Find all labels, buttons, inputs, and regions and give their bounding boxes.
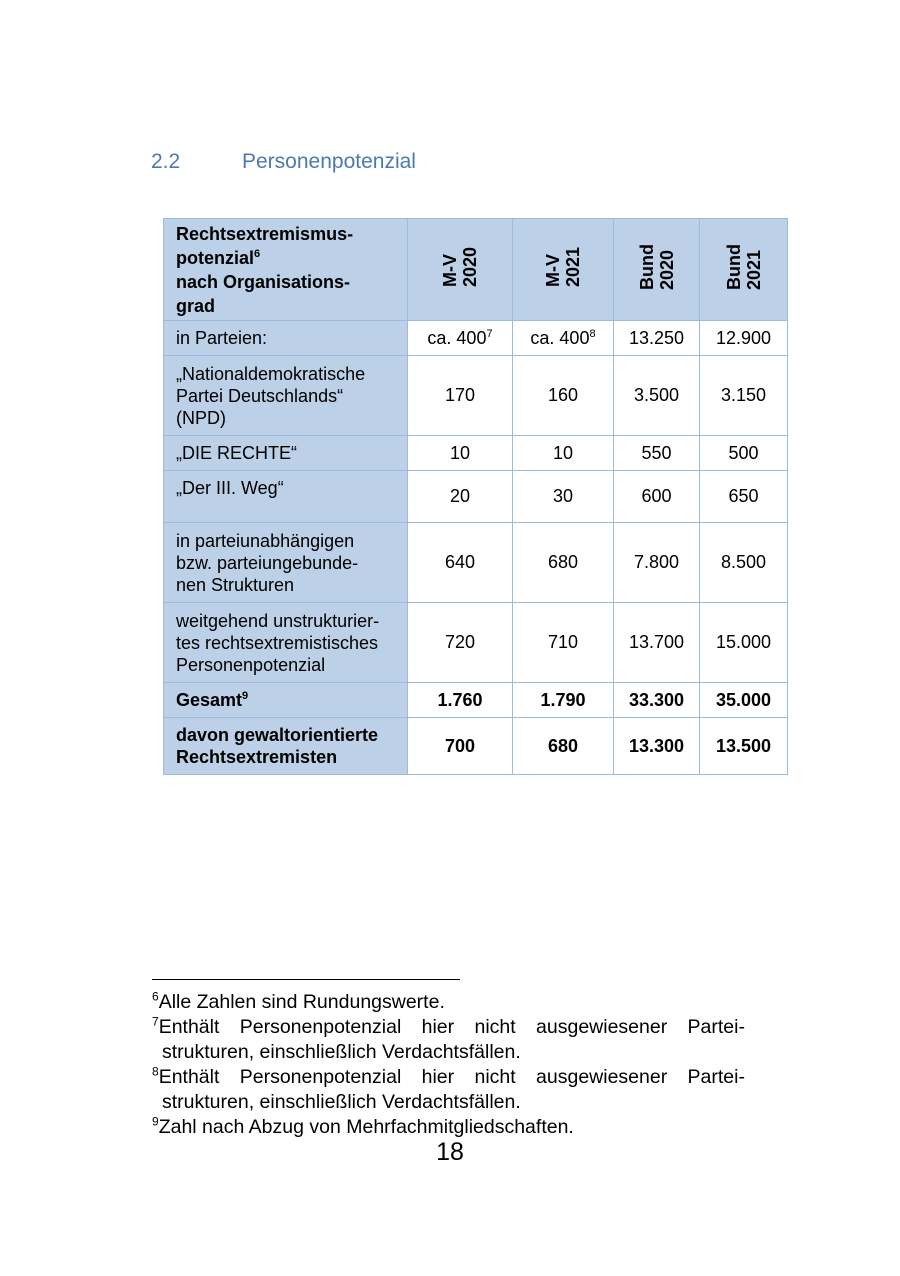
cell: 33.300 (614, 683, 700, 718)
cell: 700 (408, 718, 513, 775)
table-row (164, 356, 788, 436)
table-row-total (164, 683, 788, 718)
page-number: 18 (436, 1138, 464, 1166)
row-label: in parteiunabhängigen bzw. parteiungebunde- nen Strukturen (164, 523, 408, 603)
table-corner-header: Rechtsextremismus- potenzial$^6$ nach Organisations- grad (164, 219, 408, 321)
column-header-mv-2021: M-V 2021 (513, 219, 614, 321)
cell: 710 (513, 603, 614, 683)
cell: 1.790 (513, 683, 614, 718)
cell: 3.150 (700, 356, 788, 436)
section-heading (151, 150, 416, 174)
column-header-mv-2020: M-V 2020 (408, 219, 513, 321)
table-row (164, 471, 788, 523)
cell: 13.250 (614, 321, 700, 356)
cell: 550 (614, 436, 700, 471)
cell: 12.900 (700, 321, 788, 356)
cell: 10 (513, 436, 614, 471)
table-row (164, 436, 788, 471)
table-row (164, 321, 788, 356)
cell: ca. $400^7$ (408, 321, 513, 356)
cell: 15.000 (700, 603, 788, 683)
cell: 1.760 (408, 683, 513, 718)
table-row (164, 603, 788, 683)
cell: 7.800 (614, 523, 700, 603)
cell: 640 (408, 523, 513, 603)
cell: 30 (513, 471, 614, 523)
cell: 13.700 (614, 603, 700, 683)
footnote-6: $^6$Alle Zahlen sind Rundungswerte. (152, 989, 445, 1013)
section-title: Personenpotenzial (242, 150, 416, 173)
cell: 13.500 (700, 718, 788, 775)
row-label: Gesamt$^9$ (164, 683, 408, 718)
row-label: „Nationaldemokratische Partei Deutschlands“ (NPD) (164, 356, 408, 436)
cell: 20 (408, 471, 513, 523)
footnote-separator (152, 979, 460, 980)
table-row-violent (164, 718, 788, 775)
table-header-row (164, 219, 788, 321)
cell: 500 (700, 436, 788, 471)
cell: 680 (513, 718, 614, 775)
cell: 720 (408, 603, 513, 683)
cell: 160 (513, 356, 614, 436)
section-number: 2.2 (151, 150, 181, 173)
footnotes (152, 990, 745, 1140)
personenpotenzial-table (163, 218, 788, 775)
cell: 680 (513, 523, 614, 603)
cell: 8.500 (700, 523, 788, 603)
cell: 10 (408, 436, 513, 471)
row-label: „Der III. Weg“ (164, 471, 408, 523)
row-label: in Parteien: (164, 321, 408, 356)
cell: ca. $400^8$ (513, 321, 614, 356)
column-header-bund-2021: Bund 2021 (700, 219, 788, 321)
footnote-9: $^9$Zahl nach Abzug von Mehrfachmitgliedschaften. (152, 1114, 574, 1138)
cell: 3.500 (614, 356, 700, 436)
row-label: davon gewaltorientierte Rechtsextremisten (164, 718, 408, 775)
footnote-7: $^7$Enthält Personenpotenzial hier nicht ausgewiesener Parteistrukturen, einschließlich Verdachtsfällen. (152, 1014, 745, 1063)
footnote-8: $^8$Enthält Personenpotenzial hier nicht ausgewiesener Parteistrukturen, einschließlich Verdachtsfällen. (152, 1064, 745, 1113)
cell: 13.300 (614, 718, 700, 775)
cell: 35.000 (700, 683, 788, 718)
row-label: „DIE RECHTE“ (164, 436, 408, 471)
cell: 650 (700, 471, 788, 523)
table-row (164, 523, 788, 603)
cell: 600 (614, 471, 700, 523)
column-header-bund-2020: Bund 2020 (614, 219, 700, 321)
row-label: weitgehend unstrukturier- tes rechtsextremistisches Personenpotenzial (164, 603, 408, 683)
cell: 170 (408, 356, 513, 436)
